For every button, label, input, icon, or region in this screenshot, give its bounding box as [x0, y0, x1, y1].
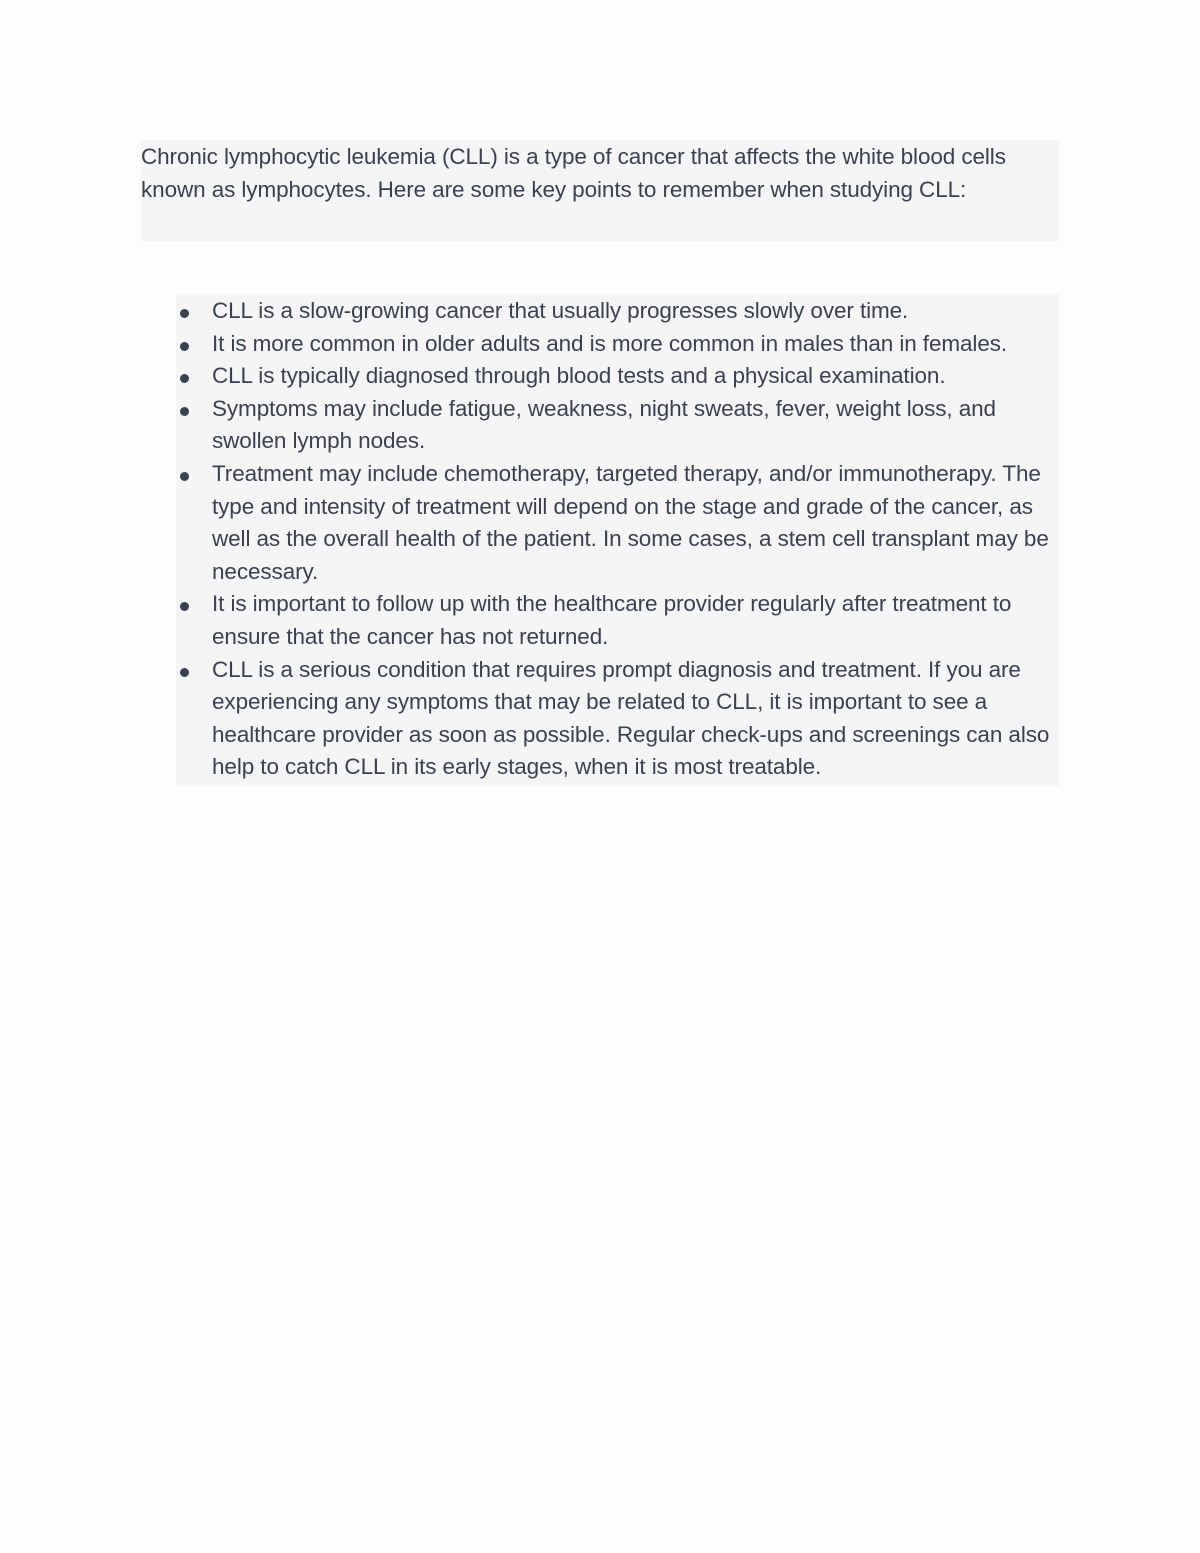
list-item-text: It is important to follow up with the healthcare provider regularly after treatment to ensure that the cancer has not returned.: [212, 591, 1012, 649]
bullet-icon: [180, 374, 189, 383]
list-item: [176, 328, 1059, 361]
bullet-icon: [180, 602, 189, 611]
key-points-list: [176, 294, 1059, 786]
list-item: [176, 295, 1059, 328]
bullet-icon: [180, 342, 189, 351]
intro-paragraph: Chronic lymphocytic leukemia (CLL) is a type of cancer that affects the white blood cells known as lymphocytes. Here are some key points to remember when studying CLL:: [141, 140, 1059, 241]
list-item-text: CLL is typically diagnosed through blood tests and a physical examination.: [212, 363, 946, 389]
list-item: [176, 588, 1059, 653]
list-item-text: CLL is a slow-growing cancer that usually progresses slowly over time.: [212, 298, 909, 323]
list-item-text: It is more common in older adults and is more common in males than in females.: [212, 330, 1008, 356]
list-item-text: Treatment may include chemotherapy, targeted therapy, and/or immunotherapy. The type and intensity of treatment will depend on the stage and grade of the cancer, as well as the overall health of the patient. In some cases, a stem cell transplant may be necessary.: [212, 460, 1049, 584]
list-item: [176, 458, 1059, 588]
bullet-icon: [180, 407, 189, 416]
list-item: [176, 360, 1059, 393]
list-item: [176, 393, 1059, 458]
list-item-text: CLL is a serious condition that requires prompt diagnosis and treatment. If you are experiencing any symptoms that may be related to CLL, it is important to see a healthcare provider as soon as possible. Regular check-ups and screenings can also help to catch CLL in its early stages, when it is most treatable.: [212, 656, 1050, 780]
bullet-icon: [180, 668, 189, 677]
list-item: [176, 654, 1059, 784]
list-item-text: Symptoms may include fatigue, weakness, night sweats, fever, weight loss, and swollen lymph nodes.: [212, 395, 996, 454]
bullet-icon: [180, 309, 189, 318]
bullet-icon: [180, 472, 189, 481]
